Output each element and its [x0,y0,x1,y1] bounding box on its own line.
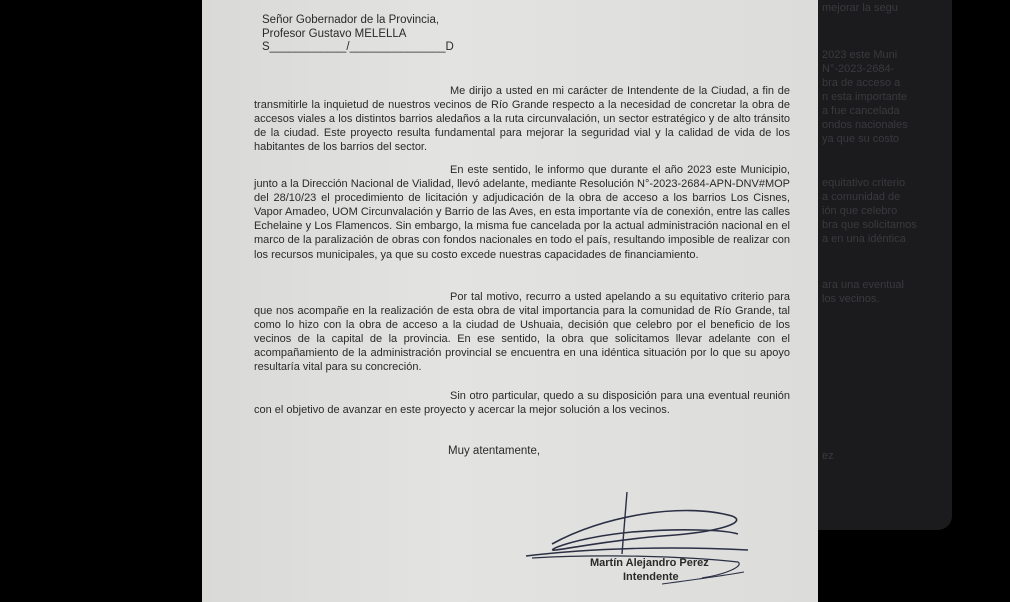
background-text: ondos nacionales [822,119,908,131]
background-text: a fue cancelada [822,105,900,117]
letter-paragraph: Me dirijo a usted en mi carácter de Intendente de la Ciudad, a fin de transmitirle la inquietud de nuestros vecinos de Río Grande respecto a la necesidad de concretar la obra de accesos viales a los distintos barrios aledaños a la ruta circunvalación, un sector estratégico y de alto tránsito de la ciudad. Este proyecto resulta fundamental para mejorar la seguridad vial y la calidad de vida de los habitantes de los barrios del sector. [254,85,790,154]
background-text: bra de acceso a [822,77,901,89]
background-text: mejorar la segu [822,2,898,14]
background-text: a en una idéntica [822,233,906,245]
recipient-line: S____________/_______________D [262,41,454,53]
background-text: ión que celebro [822,205,898,217]
signer-title: Intendente [623,571,679,583]
background-text: a comunidad de [822,191,901,203]
signer-name: Martín Alejandro Perez [590,557,709,569]
background-photo-blur [812,0,952,530]
background-text-block [822,278,904,306]
background-text: ez [822,450,834,462]
background-text-block [822,176,917,246]
letter-paragraph: Sin otro particular, quedo a su disposición para una eventual reunión con el objetivo de avanzar en este proyecto y acercar la mejor solución a los vecinos. [254,390,790,417]
background-text-block [822,48,908,146]
background-text: ya que su costo [822,133,900,145]
background-text: n esta importante [822,91,907,103]
background-text: bra que solicitamos [822,219,917,231]
letter-page [202,0,818,602]
background-text: N°-2023-2684- [822,63,895,75]
recipient-line: Profesor Gustavo MELELLA [262,27,407,40]
recipient-line: Señor Gobernador de la Provincia, [262,14,440,26]
letter-paragraph: En este sentido, le informo que durante el año 2023 este Municipio, junto a la Dirección Nacional de Vialidad, llevó adelante, mediante Resolución N°-2023-2684-APN-DNV#MOP del 28/10/23 el procedimiento de licitación y adjudicación de la obra de acceso a los barrios Los Cisnes, Vapor Amadeo, UOM Circunvalación y Barrio de las Aves, en esta importante vía de conexión, entre las calles Echelaine y Los Flamencos. Sin embargo, la misma fue cancelada por la actual administración nacional en el marco de la paralización de obras con fondos nacionales en todo el país, resultando imposible de realizar con los recursos municipales, ya que su costo excede nuestras capacidades de financiamiento. [254,164,790,261]
background-text: ara una eventual [822,279,904,291]
recipient-address [262,14,454,55]
closing-salutation: Muy atentamente, [448,445,541,457]
background-text: los vecinos. [822,293,880,305]
letter-paragraph: Por tal motivo, recurro a usted apelando a su equitativo criterio para que nos acompañe en la realización de esta obra de vital importancia para la comunidad de Río Grande, tal como lo hizo con la obra de acceso a la ciudad de Ushuaia, decisión que celebro por el beneficio de los vecinos de la capital de la provincia. En ese sentido, la obra que solicitamos llevar adelante con el acompañamiento de la administración provincial se encuentra en una idéntica situación por lo que su apoyo resultaría vital para su concreción. [254,291,790,374]
background-text: equitativo criterio [822,177,906,189]
background-text: 2023 este Muni [822,49,898,61]
